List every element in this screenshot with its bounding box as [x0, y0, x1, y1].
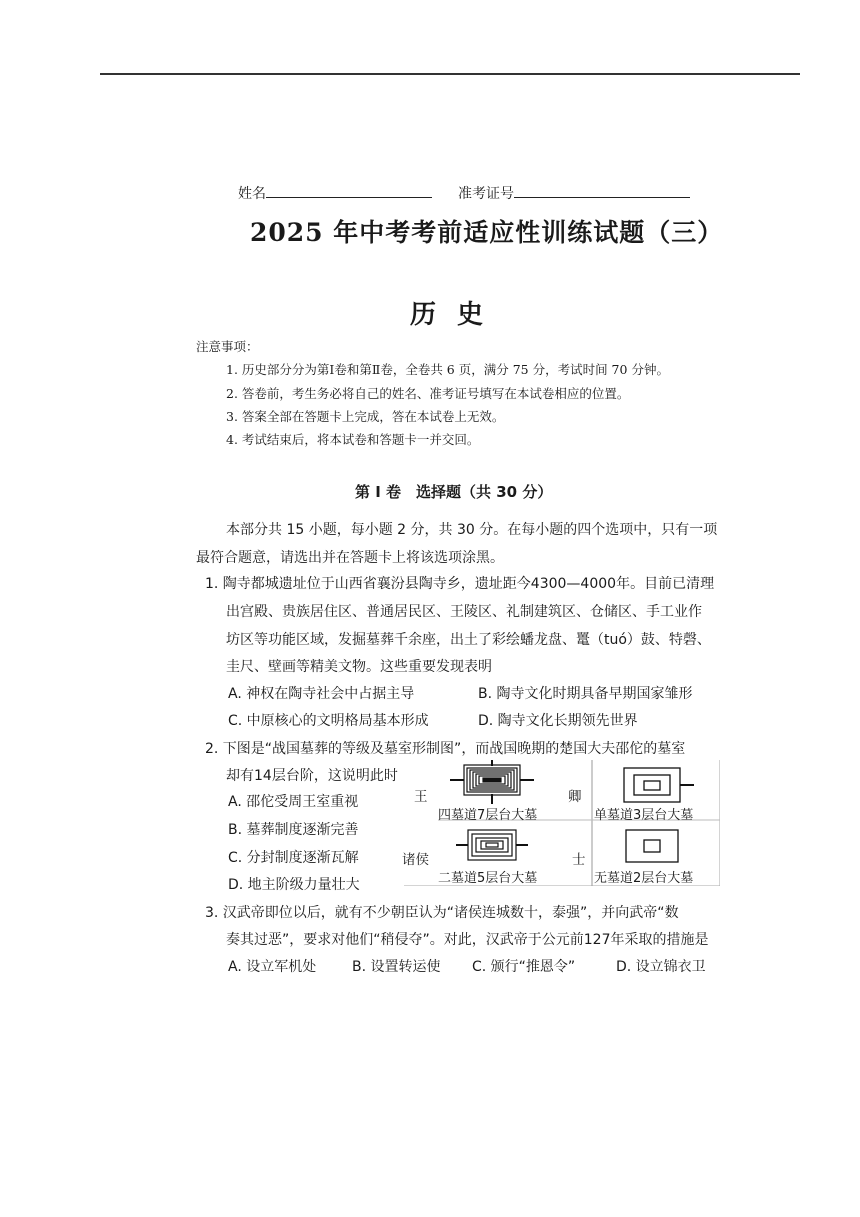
rank-label-qing: 卿 [568, 789, 582, 805]
question-3-option-d[interactable]: D. 设立锦衣卫 [616, 959, 706, 975]
question-1-text: 1. 陶寺都城遗址位于山西省襄汾县陶寺乡，遗址距今4300—4000年。目前已清理 [205, 576, 715, 592]
question-3-text: 3. 汉武帝即位以后，就有不少朝臣认为“诸侯连城数十，泰强”，并向武帝“数 [205, 905, 679, 921]
question-3-text: 奏其过恶”，要求对他们“稍侵夺”。对此，汉武帝于公元前127年采取的措施是 [226, 932, 709, 948]
question-1-text: 坊区等功能区域，发掘墓葬千余座，出土了彩绘蟠龙盘、鼍（tuó）鼓、特磬、 [226, 632, 711, 648]
qing-tomb-plan [624, 768, 694, 802]
question-2-text: 却有14层台阶，这说明此时 [226, 768, 398, 784]
question-2-option-c[interactable]: C. 分封制度逐渐瓦解 [228, 850, 359, 866]
top-rule [100, 73, 800, 75]
note-item: 1. 历史部分分为第Ⅰ卷和第Ⅱ卷，全卷共 6 页，满分 75 分，考试时间 70 分钟。 [226, 362, 669, 377]
name-label: 姓名 [238, 186, 266, 202]
caption-qing: 单墓道3层台大墓 [594, 808, 694, 823]
question-1-text: 出宫殿、贵族居住区、普通居民区、王陵区、礼制建筑区、仓储区、手工业作 [226, 604, 702, 620]
question-2-option-a[interactable]: A. 邵佗受周王室重视 [228, 794, 359, 810]
question-2-option-b[interactable]: B. 墓葬制度逐渐完善 [228, 822, 359, 838]
question-1-text: 圭尺、壁画等精美文物。这些重要发现表明 [226, 659, 492, 675]
zhuhou-tomb-plan [456, 830, 528, 860]
king-tomb-plan [450, 760, 534, 804]
ticket-label: 准考证号 [458, 186, 514, 202]
question-2-option-d[interactable]: D. 地主阶级力量壮大 [228, 877, 360, 893]
question-1-option-a[interactable]: A. 神权在陶寺社会中占据主导 [228, 686, 415, 702]
rank-label-king: 王 [414, 789, 428, 805]
question-1-option-b[interactable]: B. 陶寺文化时期具备早期国家雏形 [478, 686, 693, 702]
note-item: 4. 考试结束后，将本试卷和答题卡一并交回。 [226, 432, 480, 447]
section-intro: 最符合题意，请选出并在答题卡上将该选项涂黑。 [196, 550, 504, 566]
note-item: 3. 答案全部在答题卡上完成，答在本试卷上无效。 [226, 409, 505, 424]
name-blank[interactable] [266, 183, 432, 198]
caption-zhuhou: 二墓道5层台大墓 [438, 871, 538, 886]
rank-label-zhuhou: 诸侯 [402, 852, 429, 868]
page-title: 2025 年中考考前适应性训练试题（三） [250, 218, 724, 247]
name-field[interactable] [238, 183, 432, 203]
caption-king: 四墓道7层台大墓 [438, 808, 538, 823]
rank-label-shi: 士 [572, 852, 586, 868]
question-1-option-c[interactable]: C. 中原核心的文明格局基本形成 [228, 713, 429, 729]
section-title: 第 I 卷 选择题（共 30 分） [355, 483, 553, 501]
section-intro: 本部分共 15 小题，每小题 2 分，共 30 分。在每小题的四个选项中，只有一项 [226, 522, 718, 538]
question-1-option-d[interactable]: D. 陶寺文化长期领先世界 [478, 713, 638, 729]
tomb-figure [404, 760, 720, 886]
question-3-option-a[interactable]: A. 设立军机处 [228, 959, 317, 975]
question-3-option-c[interactable]: C. 颁行“推恩令” [472, 959, 576, 975]
question-3-option-b[interactable]: B. 设置转运使 [352, 959, 441, 975]
notes-heading: 注意事项： [196, 339, 259, 354]
ticket-field[interactable] [458, 183, 690, 203]
shi-tomb-plan [626, 830, 678, 862]
ticket-blank[interactable] [514, 183, 690, 198]
note-item: 2. 答卷前，考生务必将自己的姓名、准考证号填写在本试卷相应的位置。 [226, 386, 630, 401]
question-2-text: 2. 下图是“战国墓葬的等级及墓室形制图”，而战国晚期的楚国大夫邵佗的墓室 [205, 741, 686, 757]
caption-shi: 无墓道2层台大墓 [594, 871, 694, 886]
subject-title: 历 史 [410, 300, 490, 330]
